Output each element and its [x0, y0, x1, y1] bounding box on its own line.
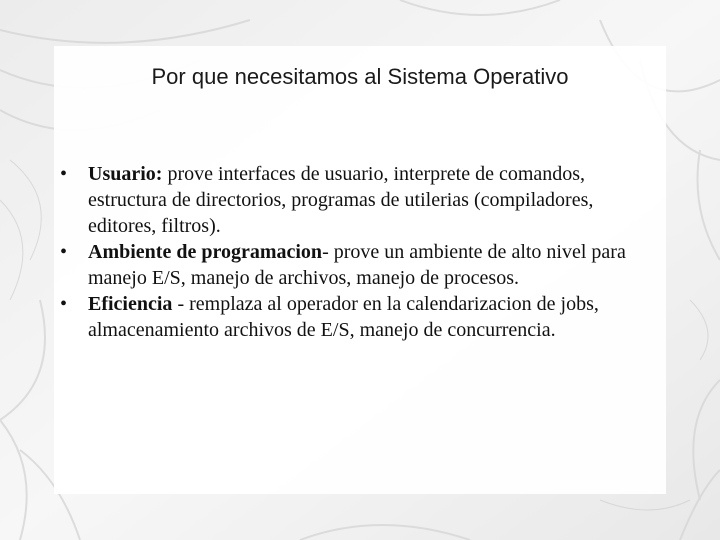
bullet-dot-icon: • [60, 241, 68, 263]
bullet-dot-icon: • [60, 163, 68, 185]
slide-title: Por que necesitamos al Sistema Operativo [151, 64, 569, 89]
bullet-text: - prove un ambiente de alto nivel para manejo E/S, manejo de archivos, manejo de procesos. [88, 241, 626, 289]
bullet-item-ambiente [60, 239, 660, 291]
bullet-text: prove interfaces de usuario, interprete de comandos, estructura de directorios, programas de utilerias (compiladores, editores, filtros). [88, 163, 594, 237]
bullet-term: Ambiente de programacion [88, 241, 323, 263]
bullet-term: Eficiencia [88, 293, 173, 315]
bullet-item-eficiencia [60, 291, 660, 343]
bullet-dot-icon: • [60, 293, 68, 315]
bullet-list [60, 161, 660, 343]
bullet-term: Usuario: [88, 163, 163, 185]
bullet-text: - remplaza al operador en la calendarizacion de jobs, almacenamiento archivos de E/S, manejo de concurrencia. [88, 293, 599, 341]
bullet-item-usuario [60, 161, 660, 239]
